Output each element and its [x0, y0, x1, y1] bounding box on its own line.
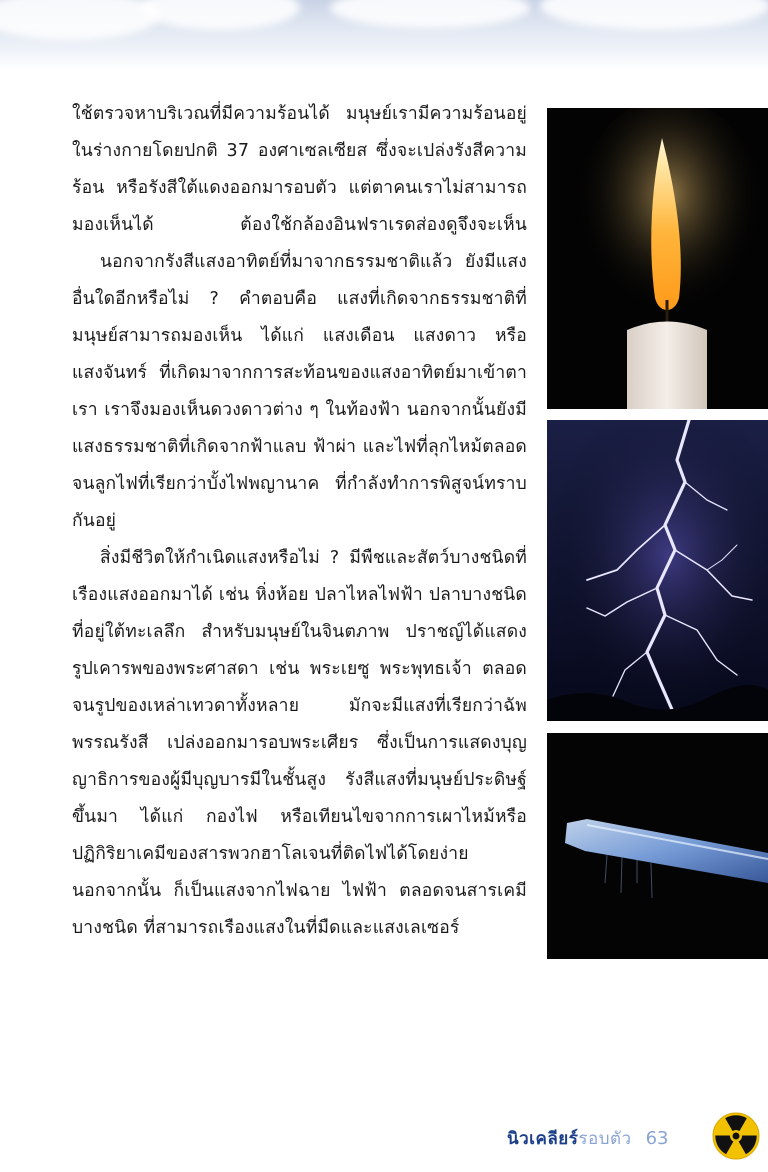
footer-brand [507, 1125, 632, 1152]
page-footer [507, 1122, 707, 1154]
brand-part-1: นิวเคลียร์ [507, 1128, 579, 1149]
paragraph-2: นอกจากรังสีแสงอาทิตย์ที่มาจากธรรมชาติแล้ว ยังมีแสงอื่นใดอีกหรือไม่ ? คำตอบคือ แสงที่เกิดจากธรรมชาติที่มนุษย์สามารถมองเห็น ได้แก่ แสงเดือน แสงดาว หรือแสงจันทร์ ที่เกิดมาจากการสะท้อนของแสงอาทิตย์มาเข้าตาเรา เราจึงมองเห็นดวงดาวต่าง ๆ ในท้องฟ้า นอกจากนั้นยังมีแสงธรรมชาติที่เกิดจากฟ้าแลบ ฟ้าผ่า และไฟที่ลุกไหม้ตลอดจนลูกไฟที่เรียกว่าบั้งไฟพญานาค ที่กำลังทำการพิสูจน์ทราบกันอยู่ [72, 252, 527, 531]
photo-glowing-rod [547, 733, 768, 959]
page-number: 63 [645, 1127, 669, 1149]
paragraph-3: สิ่งมีชีวิตให้กำเนิดแสงหรือไม่ ? มีพืชและสัตว์บางชนิดที่เรืองแสงออกมาได้ เช่น หิ่งห้อย ปลาไหลไฟฟ้า ปลาบางชนิดที่อยู่ใต้ทะเลลึก สำหรับมนุษย์ในจินตภาพ ปราชญ์ได้แสดงรูปเคารพของพระศาสดา เช่น พระเยซู พระพุทธเจ้า ตลอดจนรูปของเหล่าเทวดาทั้งหลาย มักจะมีแสงที่เรียกว่าฉัพพรรณรังสี เปล่งออกมารอบพระเศียร ซึ่งเป็นการแสดงบุญญาธิการของผู้มีบุญบารมีในชั้นสูง รังสีแสงที่มนุษย์ประดิษฐ์ขึ้นมา ได้แก่ กองไฟ หรือเทียนไขจากการเผาไหม้หรือปฏิกิริยาเคมีของสารพวกฮาโลเจนที่ติดไฟได้โดยง่ายนอกจากนั้น ก็เป็นแสงจากไฟฉาย ไฟฟ้า ตลอดจนสารเคมีบางชนิด ที่สามารถเรืองแสงในที่มืดและแสงเลเซอร์ [72, 548, 527, 938]
body-text [72, 96, 527, 947]
photo-lightning [547, 420, 768, 721]
radiation-trefoil-icon [712, 1112, 760, 1160]
brand-part-2: รอบตัว [578, 1128, 632, 1149]
header-sky-banner [0, 0, 768, 70]
photo-candle [547, 108, 768, 409]
paragraph-1: ใช้ตรวจหาบริเวณที่มีความร้อนได้ มนุษย์เรามีความร้อนอยู่ในร่างกายโดยปกติ 37 องศาเซลเซียส ซึ่งจะเปล่งรังสีความร้อน หรือรังสีใต้แดงออกมารอบตัว แต่ตาคนเราไม่สามารถมองเห็นได้ ต้องใช้กล้องอินฟราเรดส่องดูจึงจะเห็น [72, 104, 527, 235]
